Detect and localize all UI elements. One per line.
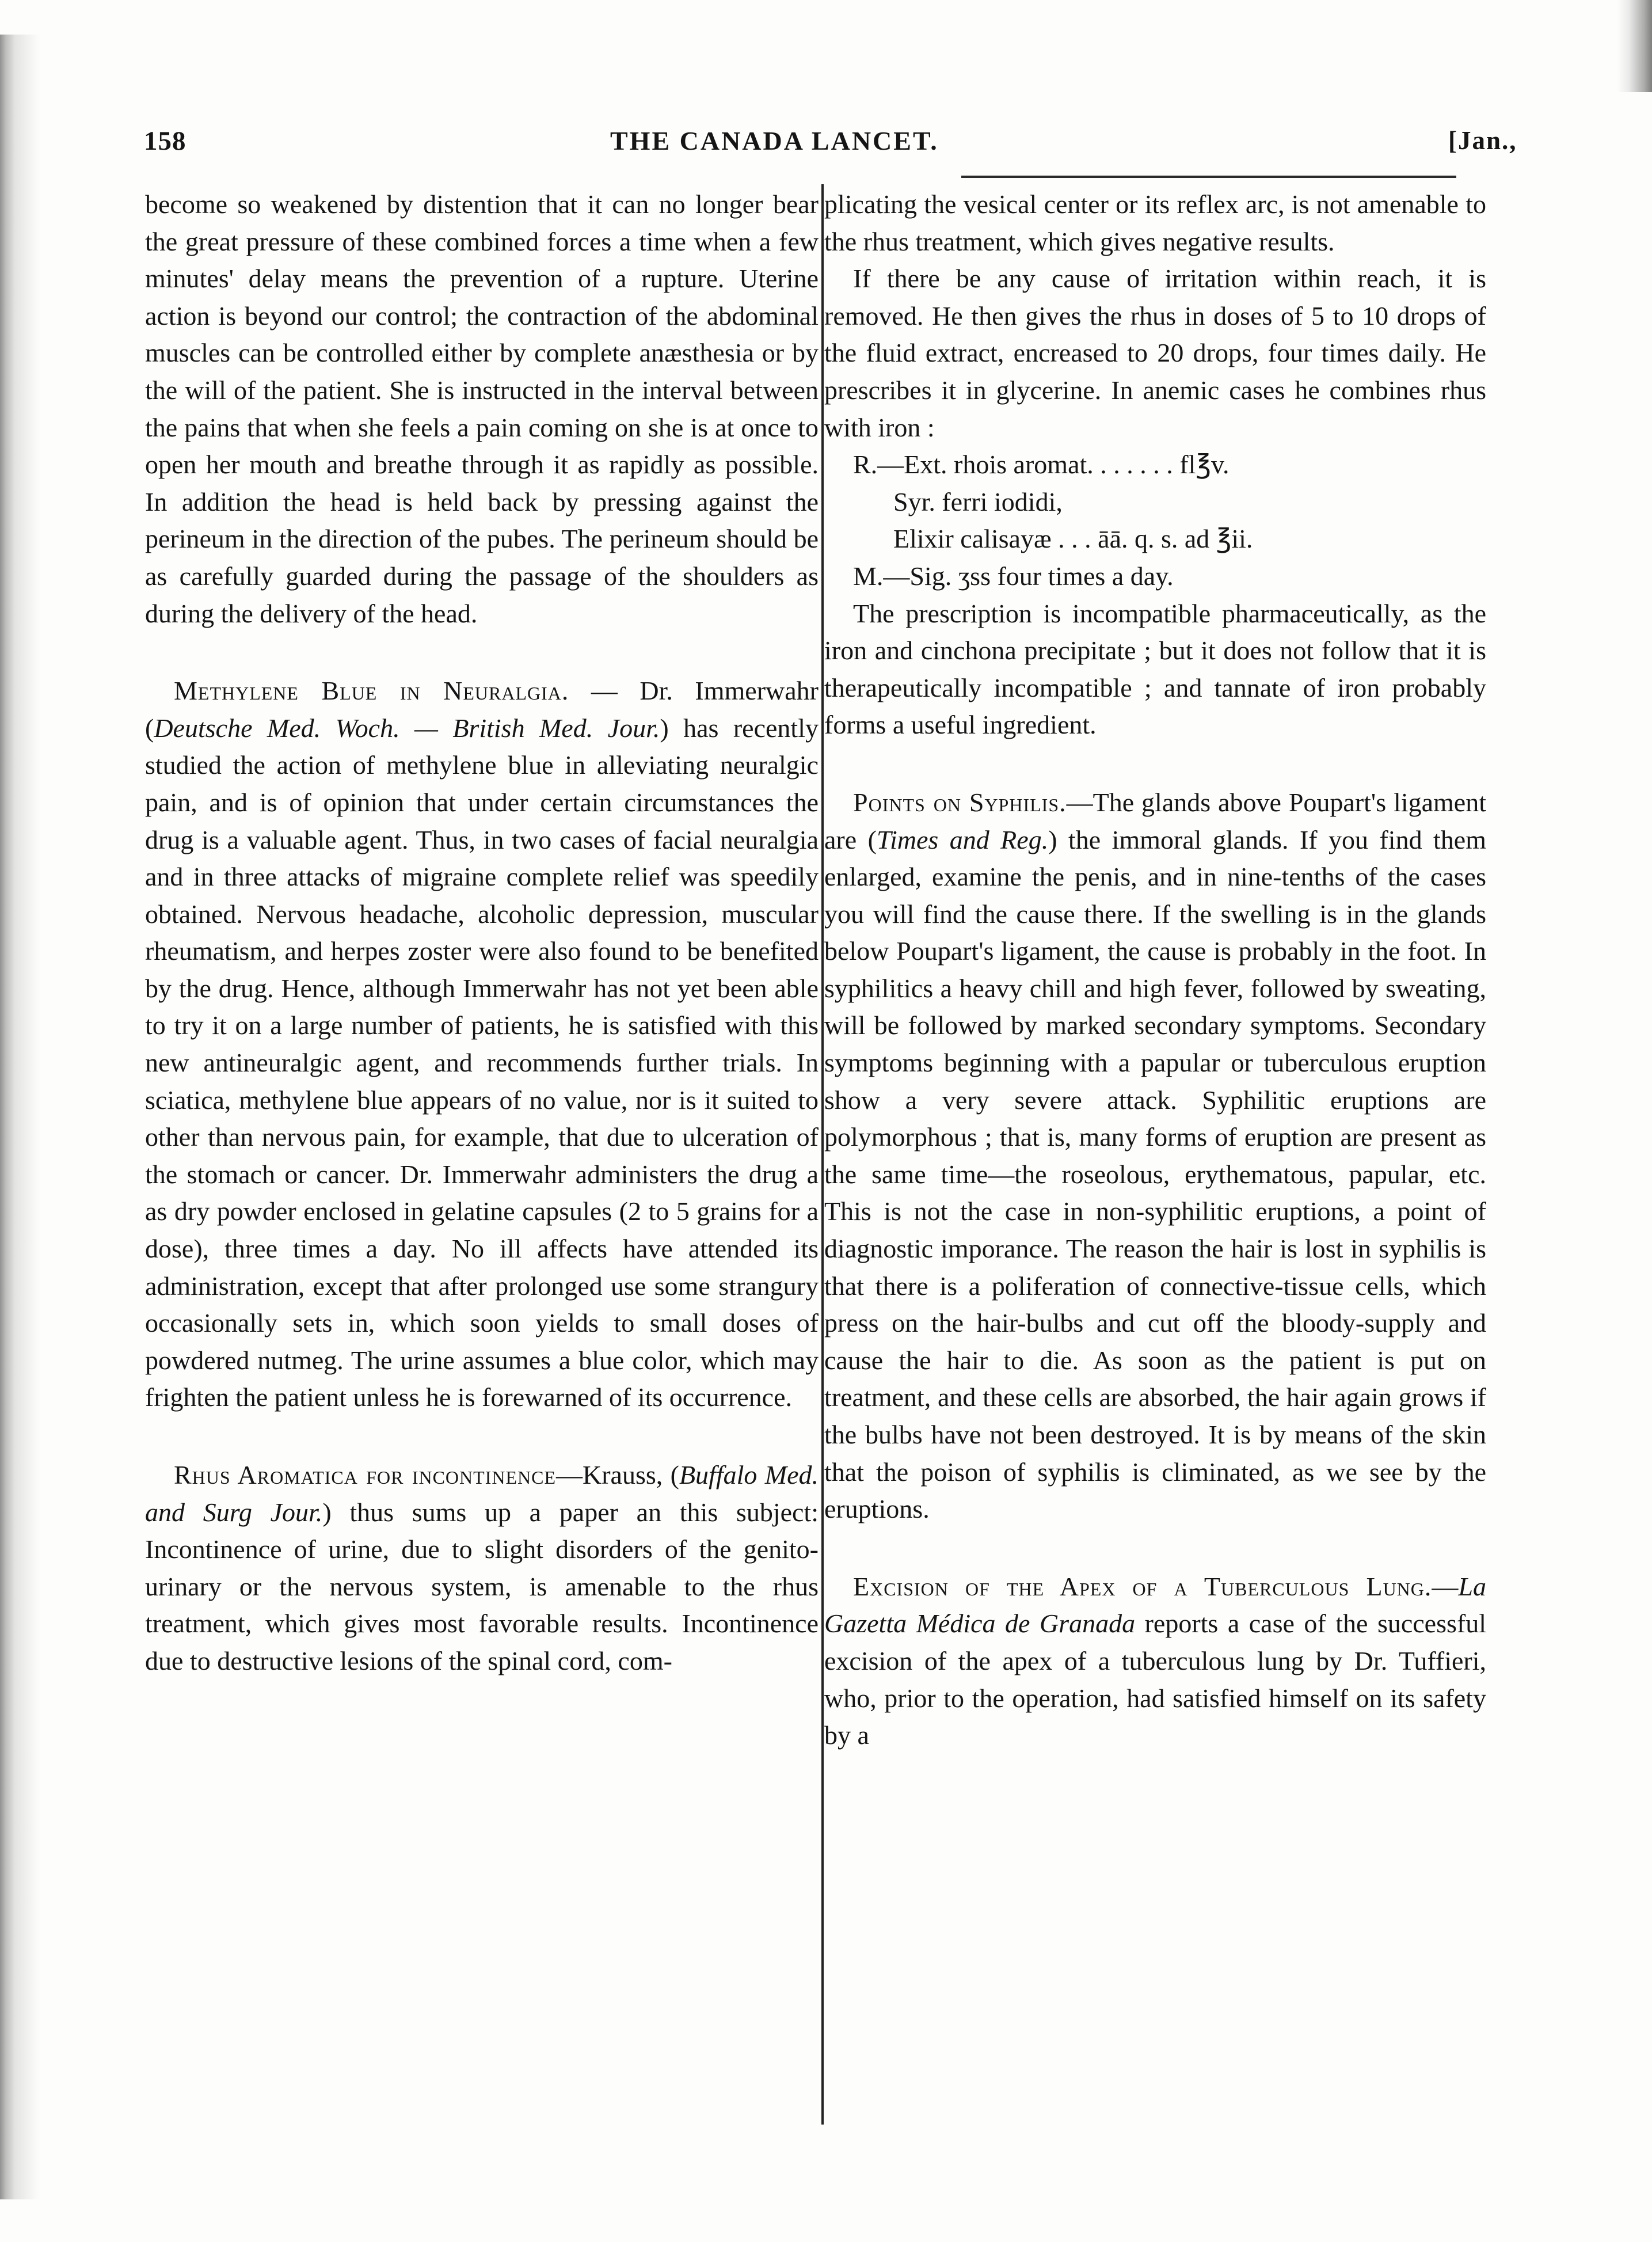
article-body: ) thus sums up a paper an this subject: Incontinence of urine, due to slight disorders of the genito-urinary or the nervous system, is amenable to the rhus treatment, which gives most favorable results. Incontinence due to destructive lesions of the spinal cord, com- xyxy=(145,1497,819,1675)
scanned-page-corner xyxy=(1617,0,1652,92)
prescription-line: R.—Ext. rhois aromat. . . . . . . fl℥v. xyxy=(853,450,1230,480)
prescription xyxy=(824,446,1486,595)
paragraph: The prescription is incompatible pharmaceutically, as the iron and cinchona precipitate ; but it does not follow that it is therapeutically incompatible ; and tannate of iron probably forms a useful ingredient. xyxy=(824,598,1486,740)
article-points-on-syphilis xyxy=(824,784,1486,1528)
column-divider xyxy=(821,184,824,2125)
running-head xyxy=(0,126,1652,172)
scanned-page-edge xyxy=(0,35,40,2199)
article-source-separator: — xyxy=(399,713,453,743)
left-column xyxy=(145,186,819,1680)
article-author: — Dr. Immerwahr ( xyxy=(145,676,819,743)
article-source: La Gazetta Médica de Granada xyxy=(824,1571,1486,1639)
prescription-line: Elixir calisayæ . . . āā. q. s. ad ℥ii. xyxy=(893,524,1253,554)
article-rhus-aromatica xyxy=(145,1457,819,1680)
continued-paragraph: plicating the vesical center or its reflex arc, is not amenable to the rhus treatment, which gives negative results. xyxy=(824,189,1486,256)
continued-paragraph: become so weakened by distention that it can no longer bear the great pressure of these combined forces a time when a few minutes' delay means the prevention of a rupture. Uterine action is beyond our control; the contraction of the abdominal muscles can be controlled either by complete anæsthesia or by the will of the patient. She is instructed in the interval between the pains that when she feels a pain coming on she is at once to open her mouth and breathe through it as rapidly as possible. In addition the head is held back by pressing against the perineum in the direction of the pubes. The perineum should be as carefully guarded during the passage of the shoulders as during the delivery of the head. xyxy=(145,189,819,628)
article-heading: Points on Syphilis. xyxy=(853,787,1067,817)
prescription-line: M.—Sig. ʒss four times a day. xyxy=(853,561,1174,591)
article-source: British Med. Jour. xyxy=(452,713,660,743)
article-heading: Excision of the Apex of a Tuberculous Lung. xyxy=(853,1571,1432,1601)
article-methylene-blue xyxy=(145,672,819,1416)
prescription-line: Syr. ferri iodidi, xyxy=(893,487,1063,516)
header-rule xyxy=(961,176,1456,178)
article-lead: —The glands above Poupart's ligament are ( xyxy=(824,787,1486,854)
article-source: Times and Reg. xyxy=(876,824,1049,854)
article-body: reports a case of the successful excision of the apex of a tuberculous lung by Dr. Tuffieri, who, prior to the operation, had satisfied himself on its safety by a xyxy=(824,1609,1486,1750)
article-author: —Krauss, ( xyxy=(556,1460,679,1489)
page-number: 158 xyxy=(144,126,186,156)
issue-month: [Jan., xyxy=(1448,126,1517,155)
article-source: Buffalo Med. and Surg Jour. xyxy=(145,1460,819,1527)
article-body: ) has recently studied the action of methylene blue in alleviating neuralgic pain, and is of opinion that under certain circumstances the drug is a valuable agent. Thus, in two cases of facial neuralgia and in three attacks of migraine complete relief was speedily obtained. Nervous headache, alcoholic depression, muscular rheumatism, and herpes zoster were also found to be benefited by the drug. Hence, although Immerwahr has not yet been able to try it on a large number of patients, he is satisfied with this new antineuralgic agent, and recommends further trials. In sciatica, methylene blue appears of no value, nor is it suited to other than nervous pain, for example, that due to ulceration of the stomach or cancer. Dr. Immerwahr administers the drug a as dry powder enclosed in gelatine capsules (2 to 5 grains for a dose), three times a day. No ill affects have attended its administration, except that after prolonged use some strangury occasionally sets in, which soon yields to small doses of powdered nutmeg. The urine assumes a blue color, which may frighten the patient unless he is forewarned of its occurrence. xyxy=(145,713,819,1412)
article-excision-apex xyxy=(824,1568,1486,1754)
article-body: ) the immoral glands. If you find them enlarged, examine the penis, and in nine-tenths of the cases you will find the cause there. If the swelling is in the glands below Poupart's ligament, the cause is probably in the foot. In syphilitics a heavy chill and high fever, followed by sweating, will be followed by marked secondary symptoms. Secondary symptoms beginning with a papular or tuberculous eruption show a very severe attack. Syphilitic eruptions are polymorphous ; that is, many forms of eruption are present as the same time—the roseolous, erythematous, papular, etc. This is not the case in non-syphilitic eruptions, a point of diagnostic imporance. The reason the hair is lost in syphilis is that there is a poliferation of connective-tissue cells, which press on the hair-bulbs and cut off the bloody-supply and cause the hair to die. As soon as the patient is put on treatment, and these cells are absorbed, the hair again grows if the bulbs have not been destroyed. It is by means of the skin that the poison of syphilis is climinated, as we see by the eruptions. xyxy=(824,824,1486,1524)
article-heading: Methylene Blue in Neuralgia. xyxy=(174,676,569,706)
right-column xyxy=(824,186,1486,1754)
article-heading: Rhus Aromatica for incontinence xyxy=(174,1460,557,1489)
paragraph: If there be any cause of irritation within reach, it is removed. He then gives the rhus in doses of 5 to 10 drops of the fluid extract, encreased to 20 drops, four times daily. He prescribes it in glycerine. In anemic cases he combines rhus with iron : xyxy=(824,264,1486,442)
article-lead: — xyxy=(1432,1571,1459,1601)
article-source: Deutsche Med. Woch. xyxy=(154,713,400,743)
journal-title: THE CANADA LANCET. xyxy=(610,126,939,155)
